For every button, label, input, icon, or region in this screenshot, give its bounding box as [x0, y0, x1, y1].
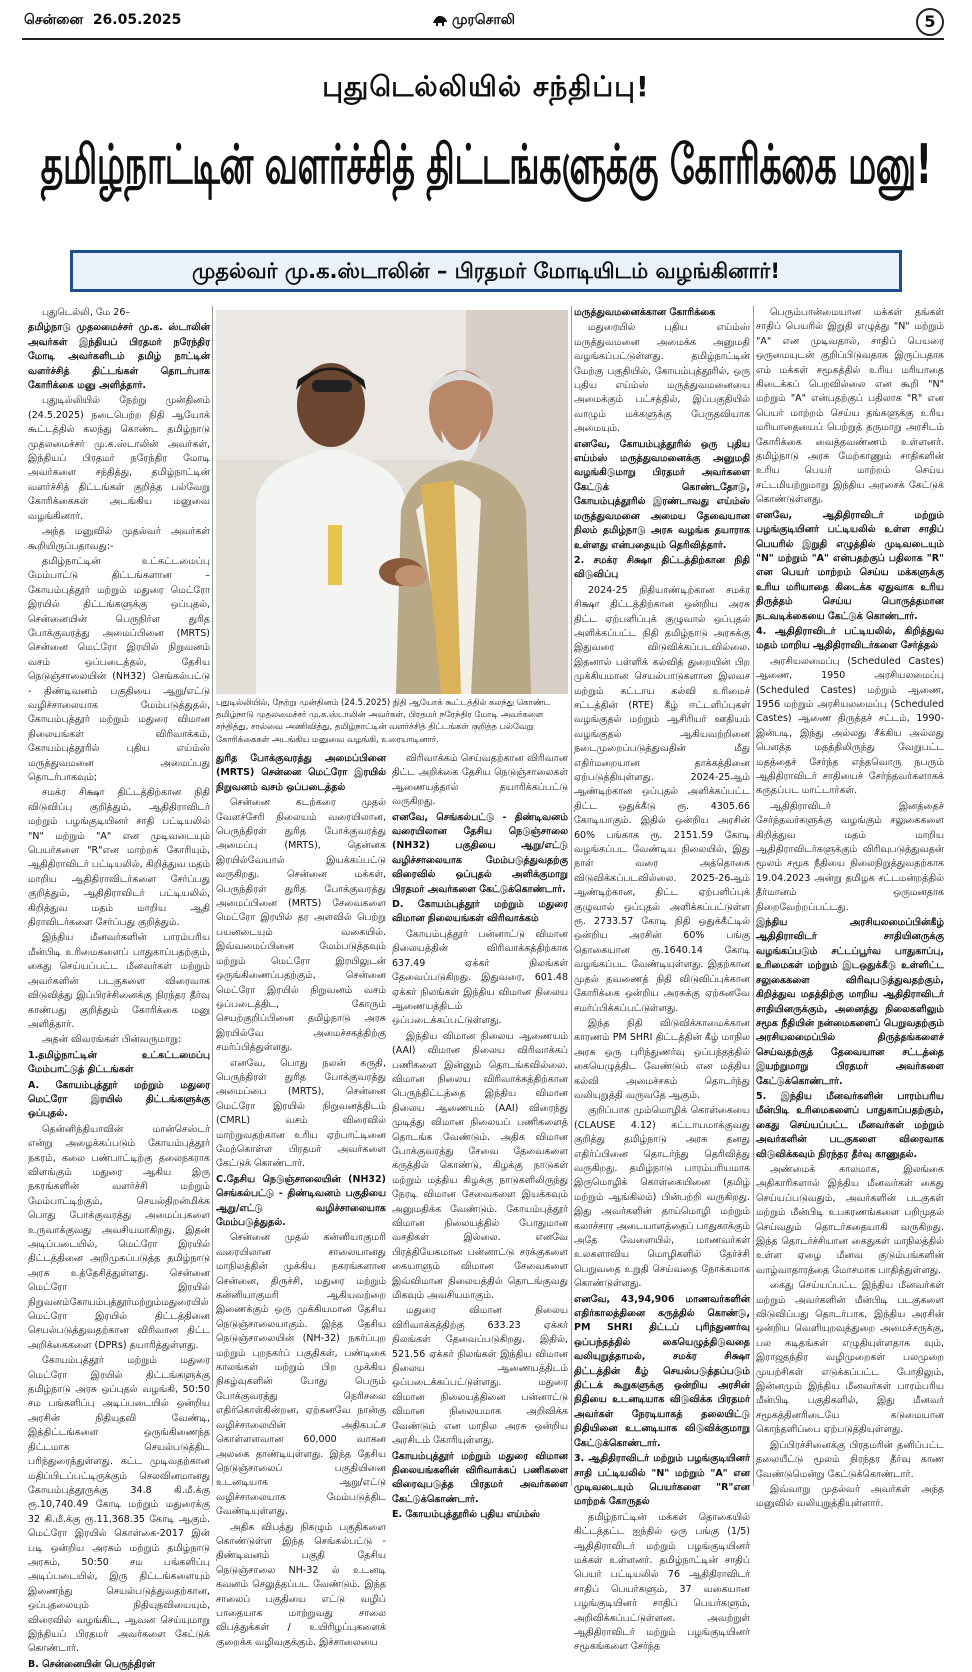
article-paragraph: 1.தமிழ்நாட்டின் உட்கட்டமைப்பு மேம்பாட்டுத் திட்டங்கள் [28, 1049, 210, 1076]
article-paragraph: இப்பிரச்சினைக்கு பிரதமரின் தனிப்பட்ட தலையீட்டு மூலம் நிரந்தர தீர்வு காண வேண்டுமென்று கேட்டுக்கொண்டார். [756, 1439, 944, 1480]
article-paragraph: தமிழ்நாடு முதலமைச்சர் மு.க. ஸ்டாலின் அவர்கள் இந்தியப் பிரதமர் நரேந்திர மோடி அவர்களிடம் தமிழ் நாட்டின் வளர்ச்சித் திட்டங்கள் தொடர்பாக கோரிக்கை மனு அளித்தார். [28, 322, 210, 392]
article-paragraph: அந்த மனுவில் முதல்வர் அவர்கள் கூறியிருப்பதாவது:- [28, 526, 210, 552]
article-paragraph: கோயம்புத்தூர் பன்னாட்டு விமான நிலையத்தின் விரிவாக்கத்திற்காக 637.49 ஏக்கர் நிலங்கள் தேவைப்படுகிறது. இதுவரை, 601.48 ஏக்கர் நிலங்கள் இந்திய விமான நிலைய ஆணையத்திடம் ஒப்படைக்கப்பட்டுள்ளது. [392, 928, 568, 1027]
article-paragraph: எனவே, செங்கல்பட்டு - திண்டிவனம் வரையிலான தேசிய நெடுஞ்சாலை (NH32) பகுதியை ஆறு/எட்டு வழிச்சாலையாக மேம்படுத்துவதற்கு விரைவில் ஒப்புதல் அளிக்குமாறு பிரதமர் அவர்களை கேட்டுக்கொண்டார். [392, 811, 568, 895]
article-paragraph: கோயம்புத்தூர் மற்றும் மதுரை விமான நிலையங்களின் விரிவாக்கப் பணிகளை விரைவுபடுத்த பிரதமர் அவர்களை கேட்டுக்கொண்டார். [392, 1450, 568, 1505]
article-paragraph: ஆதிதிராவிடர் இனத்தைச் சேர்ந்தவர்களுக்கு வழங்கும் சலுகைகளை கிறித்துவ மதம் மாறிய ஆதிதிராவிடர்களுக்கும் விரிவுபடுத்துவதன் மூலம் சமூக நீதியை நிலைநிறுத்துவதற்காக 19.04.2023 அன்று தமிழக சட்டமன்றத்தில் தீர்மானம் ஒருமனதாக நிறைவேற்றப்பட்டது. [756, 800, 944, 913]
article-paragraph: எனவே, கோயம்புத்தூரில் ஒரு புதிய எய்ம்ஸ் மருத்துவமனைக்கு அனுமதி வழங்கிடுமாறு பிரதமர் அவர்களை கேட்டுக் கொண்டதோடு, கோயம்புத்தூரில் இரண்டாவது எய்ம்ஸ் மருத்துவமனை அமைய தேவையான நிலம் தமிழ்நாடு அரசு வழங்க தயாராக உள்ளது என்பதையும் தெரிவித்தார். [574, 438, 750, 551]
article-paragraph: A. கோயம்புத்தூர் மற்றும் மதுரை மெட்ரோ இரயில் திட்டங்களுக்கு ஒப்புதல். [28, 1079, 210, 1120]
column-divider [571, 306, 572, 1486]
paper-name: முரசொலி [452, 12, 515, 28]
article-paragraph: துரித போக்குவரத்து அமைப்பினை (MRTS) சென்னை மெட்ரோ இரயில் நிறுவனம் வசம் ஒப்படைத்தல் [216, 753, 386, 793]
article-paragraph: தமிழ்நாட்டின் உட்கட்டமைப்பு மேம்பாட்டு திட்டங்களான – கோயம்புத்தூர் மற்றும் மதுரை மெட்ரோ இரயில் திட்டங்களுக்கு ஒப்புதல், சென்னையின் பெருநிர்ள துரித போக்குவரத்து அமைப்பினை (MRTS) சென்னை மெட்ரோ இரயில் நிறுவனம் வசம் ஒப்படைத்தல், தேசிய நெடுஞ்சாலையின் (NH32) செங்கல்பட்டு - திண்டிவனம் பகுதியை ஆறு/எட்டு வழிச்சாலையாக மேம்படுத்துதல், கோயம்புத்தூர் மற்றும் மதுரை விமான நிலையங்கள் விரிவாக்கம், கோயம்புத்தூரில் புதிய எய்ம்ஸ் மருத்துவமனை அமைப்பது தொடர்பாகவும்; [28, 555, 210, 783]
article-paragraph: மதுரை விமான நிலைய விரிவாக்கத்திற்கு 633.23 ஏக்கர் நிலங்கள் தேவைப்படுகிறது. இதில், 521.56 ஏக்கர் நிலங்கள் இந்திய விமான நிலைய ஆணையத்திடம் ஒப்படைக்கப்பட்டுள்ளது. மதுரை விமான நிலையத்தினை பன்னாட்டு விமான நிலையமாக அறிவிக்க வேண்டும் என மாநில அரசு ஒன்றிய அரசிடம் கோரியுள்ளது. [392, 1305, 568, 1447]
article-paragraph: மதுரையில் புதிய எய்ம்ஸ் மருத்துவமனை அமைக்க அனுமதி வழங்கப்பட்டுள்ளது. தமிழ்நாட்டின் மேற்கு பகுதியில், கோயம்புத்தூரில், ஒரு புதிய எய்ம்ஸ் மருத்துவமனையை அமைக்கும் பட்சத்தில், இப்பகுதியில் வாழும் மக்களுக்கு பேருதவியாக அமையும். [574, 322, 750, 435]
article-paragraph: சென்னை கடற்கரை முதல் வேளச்சேரி நிலையம் வரையிலான, பெருந்திரள் துரித போக்குவரத்து அமைப்பு (MRTS), தென்னக இரயில்வேயால் இயக்கப்பட்டு வருகிறது. சென்னை மக்கள், பெருந்திரள் துரித போக்குவரத்து அமைப்பினை (MRTS) சேவைகளை மெட்ரோ இரயில் தர அளவில் பெற்று பயனடையும் வகையில். இவ்வமைப்பினை மேம்படுத்தவும் மற்றும் மெட்ரோ இரயிலுடன் ஒருங்கிணைப்பதற்கும், சென்னை மெட்ரோ இரயில் நிறுவனம் வசம் ஒப்படைத்திட, கோரும் செயற்குறிப்பினை தமிழ்நாடு அரசு இரயில்வே அமைச்சகத்திற்கு சமர்ப்பித்துள்ளது. [216, 797, 386, 1054]
article-paragraph: E. கோயம்புத்தூரில் புதிய எய்ம்ஸ் [392, 1509, 540, 1521]
article-column-2 [216, 752, 386, 1648]
article-paragraph: இந்திய விமான நிலைய ஆணையம் (AAI) விமான நிலைய விரிவாக்கப் பணிகளை இன்னும் தொடங்கவில்லை. விமான நிலைய விரிவாக்கத்திற்கான பெருந்திட்டத்தை இந்திய விமான நிலைய ஆணையம் (AAI) விரைந்து முடித்து விமான நிலையப் பணிகளைத் தொடங்க வேண்டும். அதிக விமான போக்குவரத்து சேவை தேவைகளை கருத்தில் கொண்டு, கிழக்கு நாடுகள் மற்றும் மத்திய கிழக்கு நாடுகளிலிருந்து நேரடி விமான சேவைகளை இயக்கவும் அனுமதிக்க வேண்டும். கோயம்புத்தூர் விமான நிலையத்தில் போதுமான வசதிகள் இல்லை. எனவே பிரத்தியேகமான பன்னாட்டு சரக்குகளை கையாளும் விமான சேவைகளை இவ்விமான நிலையத்தில் தொடங்குவது மிகவும் அவசியமாகும். [392, 1030, 568, 1302]
article-paragraph: 2. சமக்ர சிக்ஷா திட்டத்திற்கான நிதி விடுவிப்பு [574, 554, 750, 581]
article-paragraph: குறிப்பாக மும்மொழிக் கொள்கையை (CLAUSE 4.12) கட்டாயமாக்குவது குறித்து தமிழ்நாடு அரசு தனது எதிர்ப்பினை தொடர்ந்து தெரிவித்து வருகிறது. தமிழ்நாடு பாரம்பரியமாக இருமொழிக் கொள்கையினை (தமிழ் மற்றும் ஆங்கிலம்) பின்பற்றி வருகிறது. இது அவர்களின் தாய்மொழி மற்றும் கலாச்சார அடையாளத்தைப் பாதுகாக்கும் அதே வேளையில், மாணவர்கள் உலகளாவிய மொழிகளில் தேர்ச்சி பெறுவதை உறுதி செய்வதை நோக்கமாக கொண்டுள்ளது. [574, 1105, 751, 1290]
leaders-handshake-illustration [216, 310, 568, 694]
article-paragraph: தென்னிந்தியாவின் மான்செஸ்டர் என்று அழைக்கப்படும் கோயம்புத்தூர் நகரம், கலை பண்பாட்டிற்கு தலைநகராக விளங்கும் மதுரை ஆகிய இரு நகரங்களின் வளர்ச்சி மற்றும் மேம்பாட்டிற்கும், செயல்திறன்மிக்க பொது போக்குவரத்து அமைப்புகளை உருவாக்குவது அவசியமாகிறது. இதன் அடிப்படையில், மெட்ரோ இரயில் திட்டத்தினை அறிமுகப்படுத்த தமிழ்நாடு அரசு உத்தேசித்துள்ளது. சென்னை மெட்ரோ இரயில் நிறுவனம்கோயம்புத்தூர்மற்றும்மதுரையில் மெட்ரோ இரயில் திட்டத்தினை செயல்படுத்துவதற்கான விரிவான திட்ட அறிக்கைகளை (DPRs) தயாரித்துள்ளது. [28, 1123, 210, 1351]
masthead-date: சென்னை 26.05.2025 [24, 12, 182, 28]
article-paragraph: எனவே, பொது நலன் கருதி, பெருந்திரள் துரித போக்குவரத்து அமைப்பை (MRTS), சென்னை மெட்ரோ இரயில் நிறுவனத்திடம் (CMRL) வசம் விரைவில் மாற்றுவதற்கான உரிய ஏற்பாட்டினை மேற்கொள்ள பிரதமர் அவர்களை கேட்டுக் கொண்டார். [216, 1057, 386, 1170]
sub-headline: முதல்வர் மு.க.ஸ்டாலின் – பிரதமர் மோடியிடம் வழங்கினார்! [70, 250, 902, 292]
kicker-headline: புதுடெல்லியில் சந்திப்பு! [322, 70, 650, 103]
main-headline: தமிழ்நாட்டின் வளர்ச்சித் திட்டங்களுக்கு கோரிக்கை மனு! [40, 135, 932, 197]
article-paragraph: பெரும்பான்மையான மக்கள் தங்கள் சாதிப் பெயரில் இறுதி எழுத்து "N" மற்றும் "A" என முடிவதால், சாதிப் பெயரை ஒருமையுடன் குறிப்பிடுவதாக இருப்பதாக எம் மக்கள் சமூகத்தில் உரிய மரியாதை கிடைக்கப் பெறவில்லை என கூறி "N" மற்றும் "A" என்பதற்குப் பதிலாக "R" என பெயர் மாற்றம் செய்ய தங்களுக்கு உரிய மரியாதையைப் பெற்றுத் தருமாறு அரசிடம் கோரிக்கை வைத்தவண்ணம் உள்ளனர். தமிழ்நாடு அரசு மேற்காணும் சாதிகளின் உரிய பெயர் மாற்றம் செய்ய சட்டமியற்றுமாறு இந்திய அரசைக் கேட்டுக் கொண்டுள்ளது. [756, 307, 944, 506]
murasoli-emblem-icon [432, 13, 448, 27]
article-paragraph: இந்திய அரசியலமைப்பின்கீழ் ஆதிதிராவிடர் சாதியினருக்கு வழங்கப்படும் சட்டப்பூர்வ பாதுகாப்பு, உரிமைகள் மற்றும் இடஒதுக்கீடு உள்ளிட்ட சலுகைகளை விரிவுபடுத்துவதற்கும், கிறித்துவ மதத்திற்கு மாறிய ஆதிதிராவிடர் சாதியினருக்கும், அனைத்து நிலைகளிலும் சமூக நீதியின் நன்மைகளைப் பெறுவதற்கும் அரசியலமைப்பில் திருத்தங்களைச் செய்வதற்குத் தேவையான சட்டத்தை இயற்றுமாறு பிரதமர் அவர்களை கேட்டுக்கொண்டார். [756, 917, 944, 1087]
photo-caption: புதுடில்லியில், நேற்று முன்தினம் (24.5.2025) நிதி ஆயோக் கூட்டத்தில் கலந்து கொண்ட தமிழ்நாடு முதலமைச்சர் மு.க.ஸ்டாலின் அவர்கள், பிரதமர் நரேந்திர மோடி அவர்களை சந்தித்து, சால்வை அணிவித்து, தமிழ்நாட்டின் வளர்ச்சித் திட்டங்கள் குறித்த பல்வேறு கோரிக்கைகள் அடங்கிய மனுவை வழங்கி, உரையாடினார். [216, 697, 551, 744]
article-paragraph: சென்னை முதல் கன்னியாகுமரி வரையிலான சாலையானது மாநிலத்தின் முக்கிய நகரங்களான சென்னை, திருச்சி, மதுரை மற்றும் கன்னியாகுமரி ஆகியவற்றை இணைக்கும் ஒரு முக்கியமான தேசிய நெடுஞ்சாலையாகும். இந்த தேசிய நெடுஞ்சாலையின் (NH-32) நகர்ப்புற மற்றும் புறநகர்ப் பகுதிகள், பண்டிகை காலங்கள் மற்றும் பிற முக்கிய நிகழ்வுகளின் போது பெரும் போக்குவரத்து நெரிசலை எதிர்கொள்கின்றன, ஏற்கனவே நான்கு வழிச்சாலையின் அதிகபட்ச கொள்ளளவான 60,000 வாகன அலகை தாண்டியுள்ளது. இந்த தேசிய நெடுஞ்சாலைப் பகுதியினை உடனடியாக ஆறு/எட்டு வழிச்சாலையாக மேம்படுத்திட வேண்டியுள்ளது. [216, 1232, 386, 1518]
article-paragraph: D. கோயம்புத்தூர் மற்றும் மதுரை விமான நிலையங்கள் விரிவாக்கம் [392, 899, 568, 925]
article-column-3 [392, 752, 568, 1521]
article-paragraph: 5. இந்திய மீனவர்களின் பாரம்பரிய மீன்பிடி உரிமைகளைப் பாதுகாப்பதற்கும், கைது செய்யப்பட்ட மீனவர்கள் மற்றும் அவர்களின் படகுகளை விரைவாக விடுவிக்கவும் நிரந்தர தீர்வு காணுதல். [756, 1090, 944, 1160]
article-paragraph: எனவே, ஆதிதிராவிடர் மற்றும் பழங்குடியினர் பட்டியலில் உள்ள சாதிப் பெயரில் இறுதி எழுத்தில் முடிவடையும் "N" மற்றும் "A" என்பதற்குப் பதிலாக "R" என பெயர் மாற்றம் செய்ய மக்களுக்கு உரிய மரியாதை கிடைக்க ஏதுவாக உரிய திருத்தம் செய்ய பொருத்தமான நடவடிக்கையை கேட்டுக் கொண்டார். [756, 509, 944, 622]
article-paragraph: கைது செய்யப்பட்ட இந்திய மீனவர்கள் மற்றும் அவர்களின் மீன்பிடி படகுகளை விடுவிப்பது தொடர்பாக, இந்திய அரசின் ஒன்றிய வெளியுறவுத்துறை அமைச்சருக்கு, பல கடிதங்கள் எழுதியுள்ளதாக வும், இராஜதந்திர வழிமுறைகள் பலமுறை முயற்சிகள் எடுக்கப்பட்ட போதிலும், இன்னமும் இந்திய மீனவர்கள் பாரம்பரிய மீன்பிடி பகுதிகளில், இது மீனவர் சமூகத்தினரிடையே கடுமையான கொந்தளிப்பை ஏற்படுத்தியுள்ளது. [756, 1280, 944, 1436]
article-paragraph: அதிக விபத்து நிகழும் பகுதிகளை கொண்டுள்ள இந்த செங்கல்பட்டு - திண்டிவனம் பகுதி தேசிய நெடுஞ்சாலை NH-32 ல் உடனடி கவனம் செலுத்தப்பட வேண்டும். இந்த சாலைப் பகுதியை எட்டு வழிப் பாதையாக மாற்றுவது சாலை விபத்துக்கள் / உயிரிழப்புகளைக் குறைக்க வழிவகுக்கும். இச்சாலையை [216, 1521, 386, 1648]
article-paragraph: அண்மைக் காலமாக, இலங்கை அதிகாரிகளால் இந்திய மீனவர்கள் கைது செய்யப்படுவதும், அவர்களின் படகுகள் மற்றும் மீன்பிடி உபகரணங்களை பறிமுதல் செய்வதும் தொடர்கதையாகி வருகிறது. இந்த தொடர்ச்சியான கைதுகள் மாநிலத்தில் உள்ள ஏழை மீனவ குடும்பங்களின் வாழ்வாதாரத்தை மோசமாக பாதித்துள்ளது. [756, 1163, 944, 1276]
article-paragraph: கோயம்புத்தூர் மற்றும் மதுரை மெட்ரோ இரயில் திட்டங்களுக்கு தமிழ்நாடு அரசு ஒப்புதல் வழங்கி, 50:50 சம பங்களிப்பு அடிப்படையில் ஒன்றிய அரசின் நிதியுதவி வேண்டி, இத்திட்டங்களை ஒருங்கிணைந்த திட்டமாக செயல்படுத்திட பரிந்துரைத்துள்ளது. கட்ட முடிவதற்கான மதிப்பிடப்பட்டிருக்கும் செலவினமானது கோயம்புத்தூருக்கு 34.8 கி.மீ.க்கு ரூ.10,740.49 கோடி மற்றும் மதுரைக்கு 32 கி.மீ.க்கு ரூ.11,368.35 கோடி ஆகும். மெட்ரோ இரயில் கொள்கை-2017 இன் படி ஒன்றிய அரசும் மற்றும் தமிழ்நாடு அரசும், 50:50 சம பங்களிப்பு அடிப்படையில், இரு திட்டங்களையும் இணைந்து செயல்படுத்துவதற்கான, ஒப்புதலையும் நிதியுதவியையும், விரைவில் வழங்கிட, ஆவன செய்யுமாறு இந்தியப் பிரதமர் அவர்களை கேட்டுக் கொண்டார். [28, 1355, 210, 1655]
article-paragraph: இவ்வாறு முதல்வர் அவர்கள் அந்த மனுவில் வலியுறுத்தியுள்ளார். [756, 1483, 944, 1510]
article-paragraph: சமக்ர சிக்ஷா திட்டத்திற்கான நிதி விடுவிப்பு குறித்தும், ஆதிதிராவிடர் மற்றும் பழங்குடியினர் சாதி பட்டியலில் "N" மற்றும் "A" என முடிவடையும் பெயர்களை "R"என மாற்றக் கோரியும், ஆதிதிராவிடர் பட்டியலில், கிறித்துவ மதம் மாறிய ஆதிதிராவிடர்களை சேர்ப்பது குறித்தும், ஆதிதிராவிடர் பட்டியலில், கிறித்துவ மதம் மாறிய ஆதி திராவிடர்களை சேர்ப்பது குறித்தும். [28, 787, 210, 929]
article-photo [216, 310, 568, 694]
article-paragraph: இந்திய மீனவர்களின் பாரம்பரிய மீன்பிடி உரிமைகளைப் பாதுகாப்பதற்கும், கைது செய்யப்பட்ட மீனவர்கள் மற்றும் அவர்களின் படகுகளை விரைவாக விடுவித்து இப்பிரச்சினைக்கு நிரந்தர தீர்வு காண்பது குறித்தும் கோரிக்கை மனு அளித்தார். [28, 932, 210, 1030]
article-column-1 [28, 306, 210, 1670]
masthead [22, 10, 944, 36]
article-paragraph: மருத்துவமனைக்கான கோரிக்கை [574, 307, 716, 318]
column-divider [753, 306, 754, 1486]
article-column-5 [756, 306, 944, 1510]
article-paragraph: விரிவாக்கம் செய்வதற்கான விரிவான திட்ட அறிக்கை தேசிய நெடுஞ்சாலைகள் ஆணையத்தால் தயாரிக்கப்பட்டு வருகிறது. [392, 753, 568, 808]
article-column-4 [574, 306, 751, 1653]
article-paragraph: B. சென்னையின் பெருந்திரள் [28, 1658, 156, 1670]
column-divider [212, 306, 213, 1486]
article-paragraph: புதுடில்லியில் நேற்று முன்தினம் (24.5.2025) நடைபெற்ற நிதி ஆயோக் கூட்டத்தில் கலந்து கொண்ட தமிழ்நாடு முதலமைச்சர் மு.க.ஸ்டாலின் அவர்கள், இந்தியப் பிரதமர் நரேந்திர மோடி அவர்களை சந்தித்து, தமிழ்நாட்டின் வளர்ச்சித் திட்டங்கள் குறித்த பல்வேறு கோரிக்கைகள் அடங்கிய மனுவை வழங்கினார். [28, 395, 210, 522]
article-paragraph: 2024-25 நிதியாண்டிற்கான சமக்ர சிக்ஷா திட்டத்திற்கான ஒன்றிய அரசு திட்ட ஏற்பளிப்புக் குழுவால் ஒப்புதல் அளிக்கப்பட்ட நிதி தமிழ்நாடு அரசுக்கு இதுவரை விடுவிக்கப்படவில்லை. இதனால் பள்ளிக் கல்வித் துறையின் பிற முக்கியமான செயல்பாடுகளான இலவச மற்றும் கட்டாய கல்வி உரிமைச் சட்டத்தின் (RTE) கீழ் ஈட்டளிப்புகள் வழங்குதல் மற்றும் ஆசிரியர் ஊதியம் வழங்குதல் ஆகியவற்றினை நடைமுறைப்படுத்துவதின் மீது எதிர்மறையான தாக்கத்தினை ஏற்படுத்தியுள்ளது. 2024-25ஆம் ஆண்டிற்கான ஒப்புதல் அளிக்கப்பட்ட திட்ட ஒதுக்கீடு ரூ. 4305.66 கோடியாகும். இதில் ஒன்றிய அரசின் 60% பங்காக ரூ. 2151.59 கோடி வழங்கப்பட வேண்டிய நிலையில், இது நாள் வரை அத்தொகை விடுவிக்கப்படவில்லை. 2025-26ஆம் ஆண்டிற்கான, திட்ட ஏற்பளிப்புக் குழுவால் ஒப்புதல் அளிக்கப்பட்டுள்ள ரூ. 2733.57 கோடி நிதி ஒதுக்கீட்டில் ஒன்றிய அரசின் 60% பங்கு தொகையான ரூ.1640.14 கோடி வழங்கப்பட வேண்டியுள்ளது. இதற்கான முதல் தவணைத் நிதி விடுவிப்புக்கான கோரிக்கை ஒன்றிய அரசுக்கு ஏற்கனவே சமர்ப்பிக்கப்பட்டுள்ளது. [574, 584, 750, 1014]
article-paragraph: 3. ஆதிதிராவிடர் மற்றும் பழங்குடியினர் சாதி பட்டியலில் "N" மற்றும் "A" என முடிவடையும் பெயர்களை "R"என மாற்றக் கோருதல் [574, 1453, 750, 1508]
article-paragraph: 4. ஆதிதிராவிடர் பட்டியலில், கிறித்துவ மதம் மாறிய ஆதிதிராவிடர்களை சேர்த்தல் [756, 625, 944, 652]
masthead-rule [22, 38, 944, 40]
article-paragraph: எனவே, 43,94,906 மாணவர்களின் எதிர்காலத்தினை கருத்தில் கொண்டு, PM SHRI திட்டப் புரிந்துணர்வு ஒப்பந்தத்தில் கையெழுத்திடுவதை வலியுறுத்தாமல், சமக்ர சிக்ஷா திட்டத்தின் கீழ் செயல்படுத்தப்படும் திட்டக் கூறுகளுக்கு ஒன்றிய அரசின் நிதியை உடனடியாக விடுவிக்க பிரதமர் அவர்கள் நேரடியாகத் தலையிட்டு நிதியினை உடனடியாக விடுவிக்குமாறு கேட்டுக்கொண்டார். [574, 1293, 750, 1449]
article-paragraph: அரசியலமைப்பு (Scheduled Castes) ஆணை, 1950 அரசியலமைப்பு (Scheduled Castes) மற்றும் ஆணை, 1956 மற்றும் அரசியலமைப்பு (Scheduled Castes) ஆணை திருத்தச் சட்டம், 1990-இன்படி, இந்து அல்லது சீக்கிய அல்லது பௌத்த மதத்திலிருந்து வேறுபட்ட மதத்தைச் சேர்ந்த எந்தவொரு நபரும் ஆதிதிராவிடர் சாதியைச் சேர்ந்தவர்களாகக் கருதப்பட மாட்டார்கள். [756, 655, 944, 797]
article-paragraph: தமிழ்நாட்டின் மக்கள் தொகையில் கிட்டத்தட்ட ஐந்தில் ஒரு பங்கு (1/5) ஆதிதிராவிடர் மற்றும் பழங்குடியினர் மக்கள் உள்ளனர். தமிழ்நாட்டின் சாதிப் பெயர் பட்டியலில் 76 ஆதிதிராவிடர் சாதிப் பெயர்களும், 37 வகையான பழங்குடியினர் சாதிப் பெயர்களும், அறிவிக்கப்பட்டுள்ளன. அவற்றுள் ஆதிதிராவிடர் மற்றும் பழங்குடியினர் சமூகங்களை சேர்ந்த [574, 1511, 750, 1653]
article-paragraph: இந்த நிதி விடுவிக்காமைக்கான காரணம் PM SHRI திட்டத்தின் கீழ் மாநில அரசு ஒரு புரிந்துணர்வு ஒப்பந்தத்தில் கையெழுத்திட வேண்டும் என மத்திய கல்வி அமைச்சகம் தொடர்ந்து வலியுறுத்தி வருவதே ஆகும். [574, 1017, 750, 1101]
article-paragraph: புதுடெல்லி, மே 26– [42, 307, 131, 318]
page-number: 5 [916, 8, 944, 36]
article-paragraph: C.தேசிய நெடுஞ்சாலையின் (NH32) செங்கல்பட்டு - திண்டிவனம் பகுதியை ஆறு/எட்டு வழிச்சாலையாக மேம்படுத்துதல். [216, 1173, 386, 1228]
article-paragraph: அதன் விவரங்கள் பின்வருமாறு: [42, 1034, 182, 1046]
